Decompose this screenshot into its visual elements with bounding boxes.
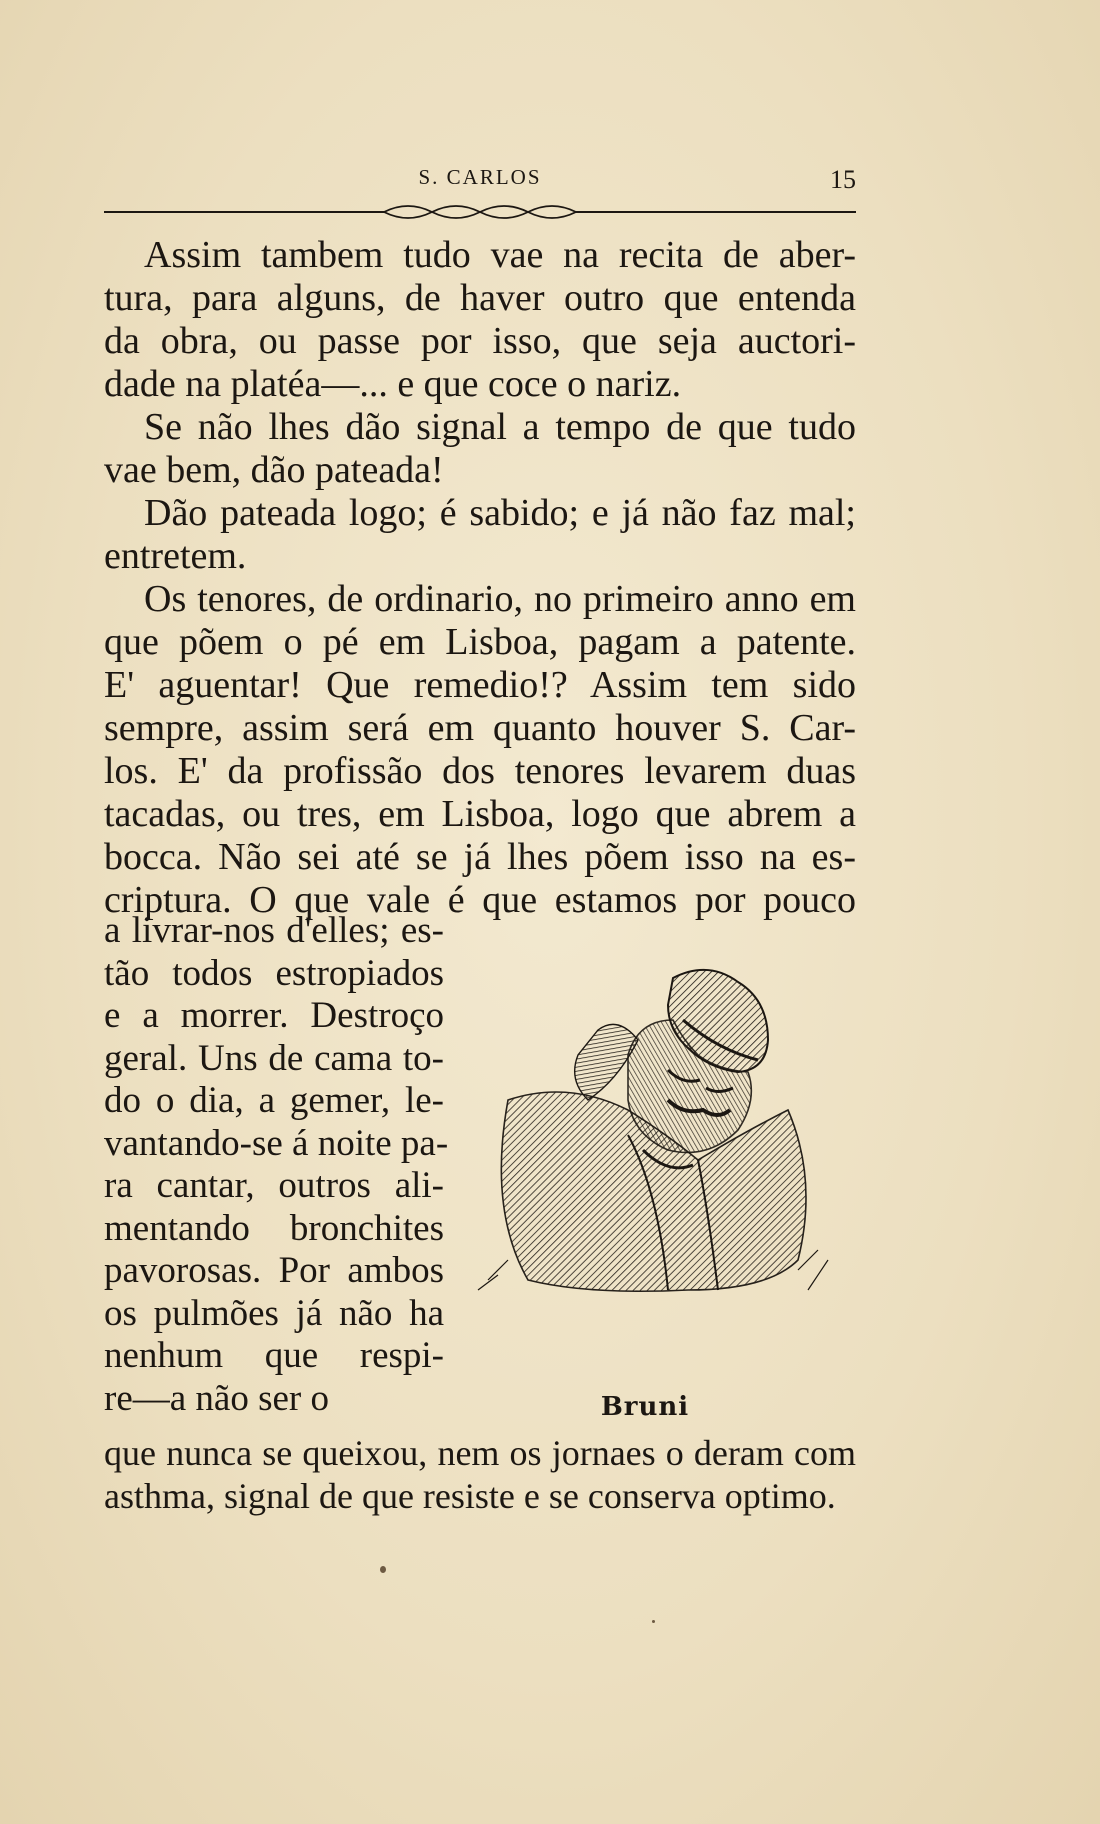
text-line: mentando bronchites [104, 1207, 444, 1249]
text-line: tacadas, ou tres, em Lisboa, logo que abrem a [104, 793, 856, 835]
text-line: tão todos estropiados [104, 952, 444, 994]
text-line: Dão pateada logo; é sabido; e já não faz mal; [144, 492, 856, 534]
text-line: asthma, signal de que resiste e se conserva optimo. [104, 1476, 836, 1516]
ornamental-rule [104, 200, 856, 224]
text-line: los. E' da profissão dos tenores levarem duas [104, 750, 856, 792]
text-line: re—a não ser o [104, 1377, 329, 1419]
text-line: os pulmões já não ha [104, 1292, 444, 1334]
text-line: criptura. O que vale é que estamos por pouco [104, 879, 856, 921]
text-line: bocca. Não sei até se já lhes põem isso na es- [104, 836, 856, 878]
ink-speck [652, 1620, 655, 1623]
text-line: da obra, ou passe por isso, que seja auctori- [104, 320, 856, 362]
text-line: Os tenores, de ordinario, no primeiro anno em [144, 578, 856, 620]
text-line: vantando-se á noite pa- [104, 1122, 449, 1164]
text-line: sempre, assim será em quanto houver S. Car- [104, 707, 856, 749]
text-line: que põem o pé em Lisboa, pagam a patente. [104, 621, 856, 663]
text-line: a livrar-nos d'elles; es- [104, 910, 444, 951]
text-line: Se não lhes dão signal a tempo de que tudo [144, 406, 856, 448]
running-head [104, 165, 856, 195]
page-number: 15 [830, 165, 856, 194]
text-line: e a morrer. Destroço [104, 995, 444, 1036]
text-line: nenhum que respi- [104, 1335, 444, 1376]
text-line: Assim tambem tudo vae na recita de aber- [144, 234, 856, 276]
ink-speck [380, 1566, 386, 1573]
running-title: S. CARLOS [418, 165, 542, 189]
text-line: E' aguentar! Que remedio!? Assim tem sido [104, 664, 856, 706]
wrapped-text-column [104, 910, 449, 1420]
text-line: pavorosas. Por ambos [104, 1250, 444, 1291]
portrait-illustration [468, 960, 840, 1340]
illustration-caption: Bruni [600, 1392, 690, 1422]
text-line: entretem. [104, 535, 247, 577]
text-line: dade na platéa—... e que coce o nariz. [104, 363, 682, 405]
text-line: vae bem, dão pateada! [104, 449, 444, 491]
text-line: que nunca se queixou, nem os jornaes o deram com [104, 1433, 856, 1473]
text-line: ra cantar, outros ali- [104, 1165, 444, 1206]
text-line: do o dia, a gemer, le- [104, 1080, 444, 1121]
text-line: tura, para alguns, de haver outro que entenda [104, 277, 856, 319]
text-line: geral. Uns de cama to- [104, 1037, 444, 1079]
